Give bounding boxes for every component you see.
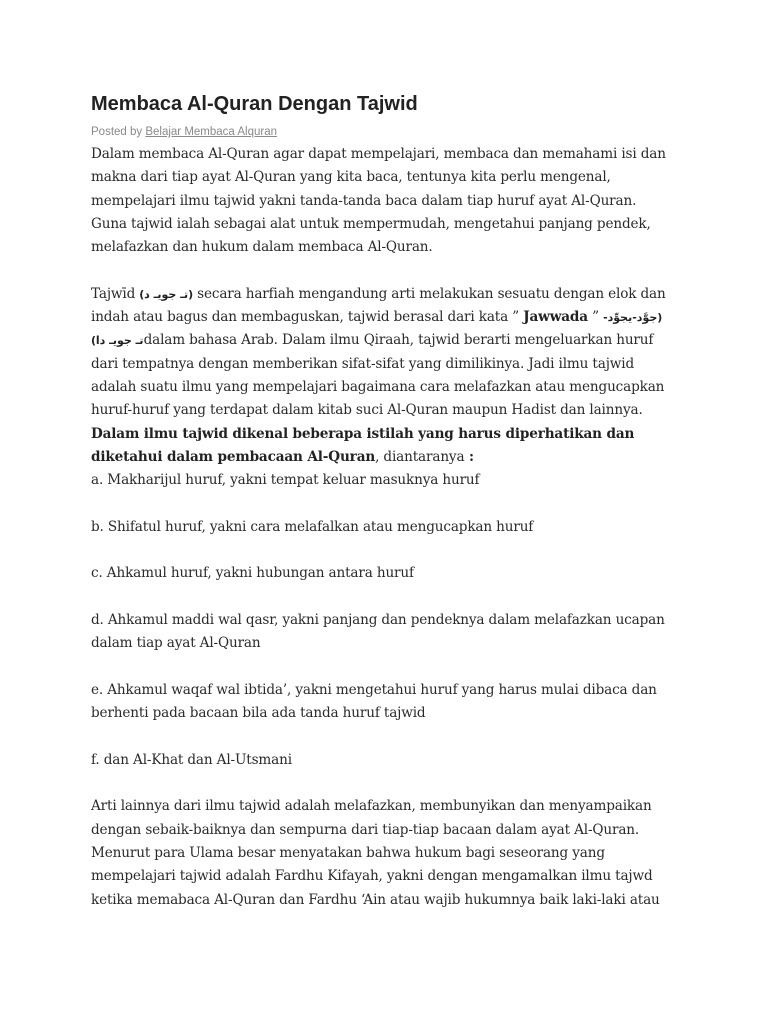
list-item-e: e. Ahkamul waqaf wal ibtida’, yakni mengetahui huruf yang harus mulai dibaca dan berhenti pada bacaan bila ada tanda huruf tajwid (91, 681, 657, 722)
list-item-f: f. dan Al-Khat dan Al-Utsmani (91, 751, 292, 768)
definition-text-2: secara harfiah mengandung arti melakukan sesuatu dengan elok dan indah atau bagus dan membaguskan, tajwid berasal dari kata ” (91, 285, 666, 326)
arabic-term-jawwada: (جوَّد-يجوِّد- (603, 311, 663, 325)
definition-text-1: Tajwīd (91, 285, 140, 302)
paragraph-gap (91, 725, 671, 748)
paragraph-gap (91, 492, 671, 515)
arabic-term-tajwid: (تـ جويـ د) (139, 287, 193, 301)
paragraph-gap (91, 656, 671, 679)
paragraph-gap (91, 259, 671, 282)
terms-heading-colon: : (464, 448, 474, 465)
author-link[interactable]: Belajar Membaca Alquran (145, 126, 278, 138)
terms-heading (91, 423, 671, 470)
paragraph-gap (91, 586, 671, 609)
list-item-d: d. Ahkamul maddi wal qasr, yakni panjang dan pendeknya dalam melafazkan ucapan dalam tiap ayat Al-Quran (91, 611, 665, 652)
list-item-b: b. Shifatul huruf, yakni cara melafalkan atau mengucapkan huruf (91, 518, 534, 535)
definition-text-3: ” (587, 309, 604, 326)
list-item-c: c. Ahkamul huruf, yakni hubungan antara huruf (91, 565, 414, 582)
post-title: Membaca Al-Quran Dengan Tajwid (91, 93, 418, 115)
byline-prefix: Posted by (91, 126, 146, 138)
term-jawwada: Jawwada (523, 309, 588, 326)
closing-paragraph: Arti lainnya dari ilmu tajwid adalah melafazkan, membunyikan dan menyampaikan dengan sebaik-baiknya dan sempurna dari tiap-tiap bacaan dalam ayat Al-Quran. Menurut para Ulama besar menyatakan bahwa hukum bagi seseorang yang mempelajari tajwid adalah Fardhu Kifayah, yakni dengan mengamalkan ilmu tajwd ketika memabaca Al-Quran dan Fardhu ‘Ain atau wajib hukumnya baik laki-laki atau (91, 798, 660, 908)
definition-text-4: dalam bahasa Arab. Dalam ilmu Qiraah, tajwid berarti mengeluarkan huruf dari tempatnya dengan memberikan sifat-sifat yang dimilikinya. Jadi ilmu tajwid adalah suatu ilmu yang mempelajari bagaimana cara melafazkan atau mengucapkan huruf-huruf yang terdapat dalam kitab suci Al-Quran maupun Hadist dan lainnya. (91, 332, 665, 419)
intro-paragraph: Dalam membaca Al-Quran agar dapat mempelajari, membaca dan memahami isi dan makna dari tiap ayat Al-Quran yang kita baca, tentunya kita perlu mengenal, mempelajari ilmu tajwid yakni tanda-tanda baca dalam tiap huruf ayat Al-Quran. Guna tajwid ialah sebagai alat untuk mempermudah, mengetahui panjang pendek, melafazkan dan hukum dalam membaca Al-Quran. (91, 146, 666, 256)
list-item-a: a. Makharijul huruf, yakni tempat keluar masuknya huruf (91, 472, 480, 489)
terms-heading-text: Dalam ilmu tajwid dikenal beberapa istilah yang harus diperhatikan dan diketahui dalam pembacaan Al-Quran (91, 425, 635, 465)
terms-heading-tail: , diantaranya (375, 448, 465, 465)
paragraph-gap (91, 772, 671, 795)
arabic-term-tajwidan: تـ جويـ دا) (91, 334, 144, 348)
definition-paragraph (91, 283, 671, 423)
post-byline (91, 124, 277, 140)
post-body (91, 143, 671, 912)
paragraph-gap (91, 539, 671, 562)
